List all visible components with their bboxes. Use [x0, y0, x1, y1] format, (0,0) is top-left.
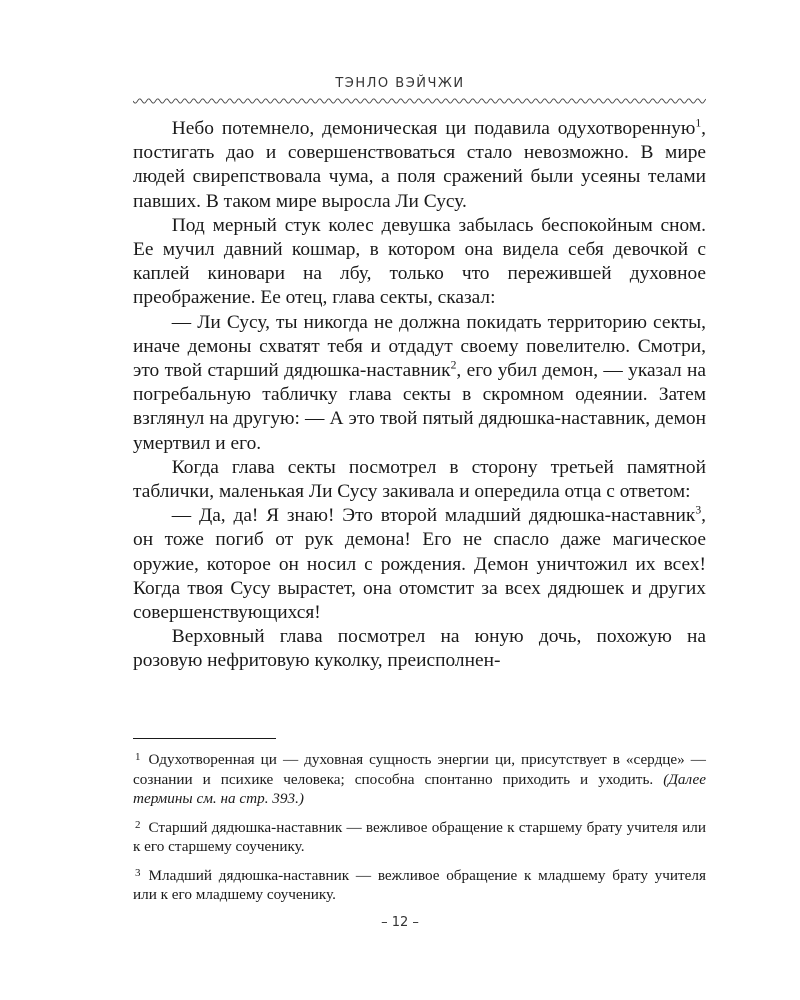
header-wavy-rule [133, 96, 706, 106]
paragraph-6: Верховный глава посмотрел на юную дочь, похожую на розовую нефритовую куколку, преисполнен- [133, 626, 706, 672]
running-title: ТЭНЛО ВЭЙЧЖИ [335, 76, 465, 91]
paragraph-3: — Ли Сусу, ты никогда не должна покидать территорию секты, иначе демоны схватят тебя и отдадут своему повелителю. Смотри, это твой старший дядюшка-наставник$^2$, его убил демон, — указал на погребальную табличку глава секты в скромном одеянии. Затем взглянул на другую: — А это твой пятый дядюшка-наставник, демон умертвил и его. [133, 311, 706, 454]
footnotes [133, 748, 706, 912]
footnote-3: $^3$ Младший дядюшка-наставник — вежливое обращение к младшему брату учителя или к его младшему соученику. [133, 866, 706, 903]
main-text [133, 117, 706, 674]
footnote-2: $^2$ Старший дядюшка-наставник — вежливое обращение к старшему брату учителя или к его старшему соученику. [133, 818, 706, 855]
footnote-ref-1: 1 [695, 116, 702, 130]
paragraph-2: Под мерный стук колес девушка забылась беспокойным сном. Ее мучил давний кошмар, в котором она видела себя девочкой с каплей киновари на лбу, только что пережившей духовное преображение. Ее отец, глава секты, сказал: [133, 214, 706, 309]
paragraph-5: — Да, да! Я знаю! Это второй младший дядюшка-наставник$^3$, он тоже погиб от рук демона! Его не спасло даже магическое оружие, которое он носил с рождения. Демон уничтожил их всех! Когда твоя Сусу вырастет, она отомстит за всех дядюшек и других совершенствующихся! [133, 503, 706, 624]
footnote-ref-3: 3 [695, 503, 702, 517]
footnote-ref-2: 2 [450, 358, 457, 372]
footnote-separator [133, 738, 276, 739]
paragraph-1: Небо потемнело, демоническая ци подавила одухотворенную$^1$, постигать дао и совершенствоваться стало невозможно. В мире людей свирепствовала чума, а поля сражений были усеяны телами павших. В таком мире выросла Ли Сусу. [133, 116, 706, 212]
paragraph-4: Когда глава секты посмотрел в сторону третьей памятной таблички, маленькая Ли Сусу закивала и опередила отца с ответом: [133, 456, 706, 503]
page-number: – 12 – [381, 915, 419, 930]
footnote-1: $^1$ Одухотворенная ци — духовная сущность энергии ци, присутствует в «сердце» — сознании и психике человека; способна спонтанно приходить и уходить. (Далее термины см. на стр. 393.) [133, 751, 706, 807]
